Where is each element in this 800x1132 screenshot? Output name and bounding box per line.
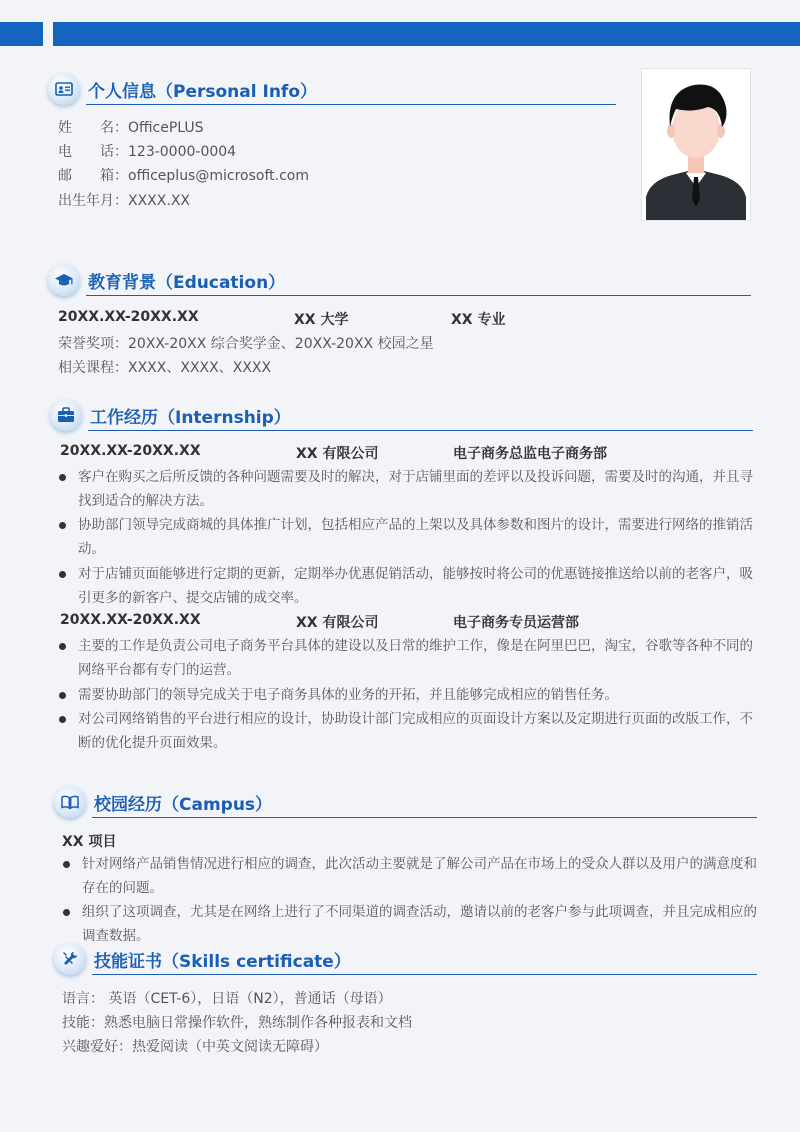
name-label: 姓 名： xyxy=(58,120,128,136)
info-phone xyxy=(58,141,236,161)
top-bar-left xyxy=(0,22,43,46)
section-work-title: 工作经历（Internship） xyxy=(90,408,291,428)
birth-value: XXXX.XX xyxy=(128,193,190,209)
job-2-period: 20XX.XX-20XX.XX xyxy=(60,612,201,628)
top-bar-right xyxy=(53,22,800,46)
info-birth xyxy=(58,190,190,210)
campus-bullet-1: 针对网络产品销售情况进行相应的调查，此次活动主要就是了解公司产品在市场上的受众人群以及用户的满意度和存在的问题。 xyxy=(82,852,758,900)
job-1-bullet-2: 协助部门领导完成商城的具体推广计划，包括相应产品的上架以及具体参数和图片的设计，需要进行网络的推销活动。 xyxy=(78,513,756,561)
section-campus-header xyxy=(54,786,759,822)
briefcase-icon xyxy=(50,399,82,431)
tools-icon xyxy=(54,943,86,975)
section-education-divider xyxy=(86,295,751,296)
job-1-position: 电子商务总监电子商务部 xyxy=(453,446,607,462)
skills-skill: 技能：熟悉电脑日常操作软件，熟练制作各种报表和文档 xyxy=(62,1015,412,1031)
job-1-period: 20XX.XX-20XX.XX xyxy=(60,443,201,459)
info-email xyxy=(58,165,309,185)
avatar xyxy=(641,68,751,221)
job-2-bullet-3: 对公司网络销售的平台进行相应的设计，协助设计部门完成相应的页面设计方案以及定期进行页面的改版工作，不断的优化提升页面效果。 xyxy=(78,707,756,755)
education-major: XX 专业 xyxy=(451,312,506,328)
education-school: XX 大学 xyxy=(294,312,349,328)
section-personal-title: 个人信息（Personal Info） xyxy=(88,82,317,102)
email-label: 邮 箱： xyxy=(58,168,128,184)
education-period: 20XX.XX-20XX.XX xyxy=(58,309,199,325)
phone-value: 123-0000-0004 xyxy=(128,144,237,160)
section-education-header xyxy=(48,264,758,300)
section-work-divider xyxy=(88,430,753,431)
job-1-bullet-1: 客户在购买之后所反馈的各种问题需要及时的解决，对于店铺里面的差评以及投诉问题，需要及时的沟通，并且寻找到适合的解决方法。 xyxy=(78,465,756,513)
campus-bullet-2: 组织了这项调查，尤其是在网络上进行了不同渠道的调查活动，邀请以前的老客户参与此项调查，并且完成相应的调查数据。 xyxy=(82,900,758,948)
job-row-1 xyxy=(60,443,760,463)
open-book-icon xyxy=(54,786,86,818)
job-1-bullet-3: 对于店铺页面能够进行定期的更新，定期举办优惠促销活动，能够按时将公司的优惠链接推送给以前的老客户，吸引更多的新客户、提交店铺的成交率。 xyxy=(78,562,756,610)
education-row xyxy=(58,309,758,329)
info-name xyxy=(58,117,204,137)
campus-project: XX 项目 xyxy=(62,834,117,850)
job-2-position: 电子商务专员运营部 xyxy=(453,615,579,631)
section-work-header xyxy=(50,399,760,435)
section-campus-title: 校园经历（Campus） xyxy=(94,795,273,815)
section-personal-header xyxy=(48,73,618,109)
skills-hobby: 兴趣爱好：热爱阅读（中英文阅读无障碍） xyxy=(62,1039,328,1055)
job-row-2 xyxy=(60,612,760,632)
section-campus-divider xyxy=(92,817,757,818)
section-skills-title: 技能证书（Skills certificate） xyxy=(94,952,351,972)
skills-language: 语言： 英语（CET-6），日语（N2），普通话（母语） xyxy=(62,991,392,1007)
section-education-title: 教育背景（Education） xyxy=(88,273,286,293)
section-personal-divider xyxy=(86,104,616,105)
job-2-bullet-1: 主要的工作是负责公司电子商务平台具体的建设以及日常的维护工作，像是在阿里巴巴，淘宝，谷歌等各种不同的网络平台都有专门的运营。 xyxy=(78,634,756,682)
phone-label: 电 话： xyxy=(58,144,128,160)
name-value: OfficePLUS xyxy=(128,120,204,136)
job-1-company: XX 有限公司 xyxy=(296,446,379,462)
section-skills-header xyxy=(54,943,759,979)
job-2-bullet-2: 需要协助部门的领导完成关于电子商务具体的业务的开拓，并且能够完成相应的销售任务。 xyxy=(78,683,756,707)
job-2-company: XX 有限公司 xyxy=(296,615,379,631)
education-courses: 相关课程：XXXX、XXXX、XXXX xyxy=(58,360,272,376)
id-card-icon xyxy=(48,73,80,105)
graduation-cap-icon xyxy=(48,264,80,296)
birth-label: 出生年月： xyxy=(58,193,128,209)
education-honors: 荣誉奖项：20XX-20XX 综合奖学金、20XX-20XX 校园之星 xyxy=(58,336,434,352)
email-value[interactable]: officeplus@microsoft.com xyxy=(128,168,309,184)
section-skills-divider xyxy=(92,974,757,975)
